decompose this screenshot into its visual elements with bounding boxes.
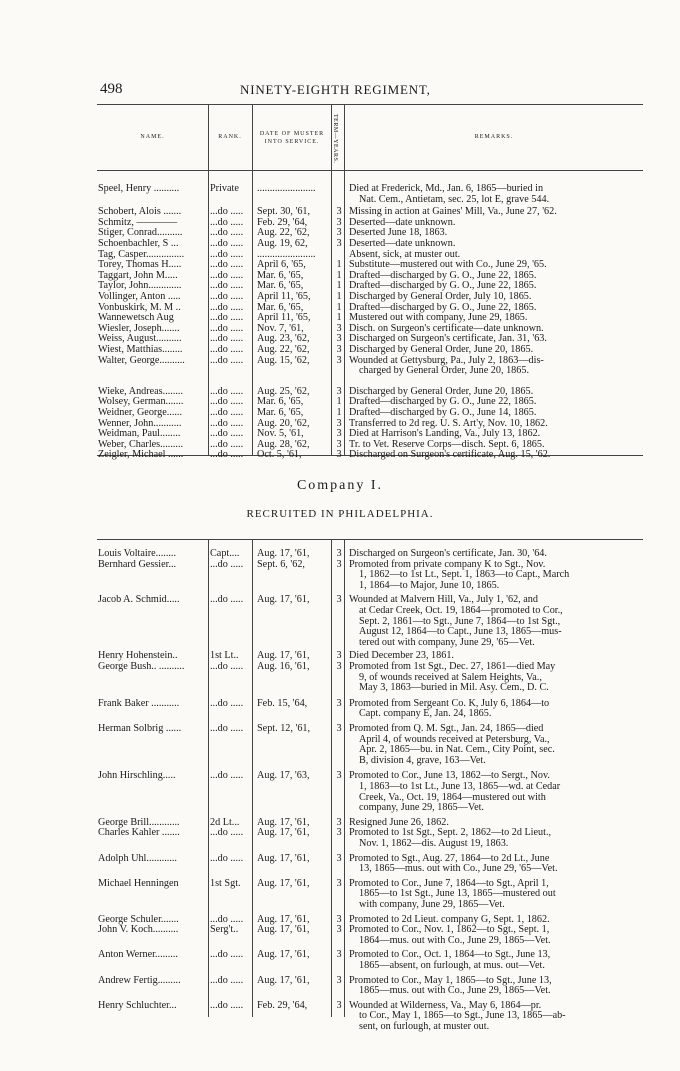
remarks-continuation: to Cor., May 1, 1865—to Sgt., June 13, 1865—ab- [359,1010,566,1022]
remarks-text [349,854,639,875]
soldier-rank: ...do ..... [210,408,244,418]
soldier-name: Torey, Thomas H..... [98,260,182,271]
remarks-text [349,925,639,946]
remarks-line: Discharged on Surgeon's certificate, Aug. 15, '62. [349,449,551,461]
muster-date: Mar. 6, '65, [257,301,304,313]
soldier-rank: ...do ..... [210,249,244,260]
soldier-rank: ...do ..... [210,975,244,986]
soldier-name: Herman Solbrig ...... [98,724,182,734]
remarks-line: Discharged on Surgeon's certificate, Jan. 30, '64. [349,548,547,559]
soldier-name: Weiss, August.......... [98,334,182,345]
muster-date: Nov. 5, '61, [257,428,304,440]
remarks-line: Wounded at Wilderness, Va., May 6, 1864—pr. [349,999,542,1011]
soldier-name: George Bush.. .......... [98,662,185,672]
soldier-name: George Brill............ [98,817,180,828]
remarks-continuation: at Cedar Creek, Oct. 19, 1864—promoted to Cor., [359,604,563,616]
remarks-line: Transferred to 2d reg. U. S. Art'y, Nov. 10, 1862. [349,417,548,429]
remarks-text [349,560,639,592]
remarks-text [349,292,639,303]
remarks-line: Promoted from 1st Sgt., Dec. 27, 1861—died May [349,661,556,672]
soldier-name: Stiger, Conrad.......... [98,228,183,239]
soldier-name: Henry Schluchter... [98,1000,177,1011]
soldier-name: Wiest, Matthias........ [98,345,183,355]
remarks-line: Discharged on Surgeon's certificate, Jan. 31, '63. [349,333,547,345]
soldier-name: Taggart, John M..... [98,270,178,281]
soldier-rank: 1st Lt.. [210,651,239,662]
remarks-continuation: tered out with company, June 29, '65—Vet. [359,636,535,648]
soldier-name: Zeigler, Michael ...... [98,450,184,461]
remarks-line: Substitute—mustered out with Co., June 29, '65. [349,259,547,271]
soldier-name: George Schuler....... [98,914,179,925]
soldier-rank: Capt.... [210,549,240,559]
remarks-continuation: Apr. 2, 1865—bu. in Nat. Cem., City Point, sec. [359,744,555,756]
muster-date: Aug. 17, '61, [257,877,310,889]
remarks-continuation: charged by General Order, June 20, 1865. [359,365,529,377]
remarks-text [349,450,639,461]
soldier-name: Taylor, John............. [98,281,182,292]
term-years: 3 [336,548,342,559]
soldier-rank: ...do ..... [210,239,244,249]
soldier-rank: ...do ..... [210,386,244,397]
remarks-continuation: with company, June 29, 1865—Vet. [359,898,505,910]
soldier-name: Schobert, Alois ....... [98,207,182,218]
muster-date: Aug. 17, '61, [257,974,310,986]
company-heading: Company I. [296,478,384,493]
soldier-rank: ...do ..... [210,323,244,334]
soldier-name: Schmitz, ———— [98,217,178,228]
term-years: 1 [336,280,342,292]
remarks-continuation: 9, of wounds received at Salem Heights, Va., [359,671,542,683]
remarks-line: Discharged by General Order, July 10, 1865. [349,291,532,302]
remarks-text [349,1001,639,1033]
remarks-line: Wounded at Gettysburg, Pa., July 2, 1863—dis- [349,354,544,366]
remarks-continuation: 13, 1865—mus. out with Co., June 29, '65—Vet. [359,863,558,875]
remarks-continuation: Nov. 1, 1862—dis. August 19, 1863. [359,837,509,849]
term-years: 3 [336,333,342,345]
term-years: 3 [336,924,342,936]
remarks-text [349,595,639,648]
soldier-name: Wenner, John........... [98,418,182,429]
soldier-name: Frank Baker ........... [98,698,180,709]
term-years: 3 [336,344,342,355]
muster-date: Aug. 17, '61, [257,548,310,559]
soldier-name: Wiesler, Joseph....... [98,323,180,334]
remarks-continuation: 1865—absent, on furlough, at mus. out—Vet. [359,959,545,971]
remarks-line: Deserted—date unknown. [349,216,456,228]
soldier-rank: ...do ..... [210,439,244,450]
remarks-continuation: 1, 1862—to 1st Lt., Sept. 1, 1863—to Capt., March [359,569,570,581]
remarks-continuation: May 3, 1863—buried in Mil. Asy. Cem., D. C. [359,682,549,694]
remarks-text [349,184,639,205]
muster-date: Mar. 6, '65, [257,269,304,281]
muster-date: April 11, '65, [257,291,311,302]
remarks-line: Drafted—discharged by G. O., June 14, 1865. [349,407,537,418]
term-years: 3 [336,827,342,839]
soldier-rank: ...do ..... [210,914,244,925]
term-years: 3 [336,206,342,218]
soldier-rank: ...do ..... [210,559,244,570]
muster-date: Sept. 6, '62, [257,558,305,570]
muster-date: Mar. 6, '65, [257,396,304,408]
remarks-line: Promoted from private company K to Sgt., Nov. [349,558,546,570]
soldier-name: Wolsey, German....... [98,397,184,408]
soldier-rank: ...do ..... [210,853,244,864]
muster-date: Aug. 17, '61, [257,827,310,839]
soldier-name: Speel, Henry .......... [98,184,180,194]
soldier-rank: ...do ..... [210,355,244,366]
remarks-continuation: 1865—mus. out with Co., June 29, 1865—Vet. [359,985,551,997]
term-years: 1 [336,312,342,324]
soldier-name: Henry Hohenstein.. [98,651,178,662]
remarks-line: Drafted—discharged by G. O., June 22, 1865. [349,269,537,281]
remarks-line: Promoted to Cor., June 7, 1864—to Sgt., April 1, [349,877,549,889]
remarks-text [349,408,639,419]
term-years: 3 [336,949,342,961]
soldier-rank: ...do ..... [210,292,244,302]
term-years: 1 [336,269,342,281]
soldier-name: Weber, Charles......... [98,439,184,450]
term-years: 3 [336,216,342,228]
column-header-name: NAME. [140,134,165,140]
soldier-name: Weidner, George...... [98,408,183,418]
remarks-line: Promoted to 2d Lieut. company G, Sept. 1, 1862. [349,913,550,925]
remarks-continuation: 1865—to 1st Sgt., June 13, 1865—mustered out [359,888,556,900]
remarks-line: Missing in action at Gaines' Mill, Va., June 27, '62. [349,206,557,218]
remarks-line: Promoted to Cor., Nov. 1, 1862—to Sgt., Sept. 1, [349,924,550,936]
soldier-rank: ...do ..... [210,950,244,961]
muster-date: Aug. 17, '61, [257,949,310,961]
term-years: 1 [336,396,342,408]
remarks-text [349,699,639,720]
term-years: 3 [336,650,342,662]
muster-date: Aug. 22, '62, [257,227,310,239]
soldier-name: John Hirschling..... [98,771,176,782]
soldier-name: Michael Henningen [98,878,179,889]
soldier-rank: ...do ..... [210,724,244,734]
muster-date: Aug. 20, '62, [257,417,310,429]
column-header-rank: RANK. [218,134,242,140]
remarks-text [349,662,639,694]
term-years: 3 [336,999,342,1011]
remarks-continuation: 1864—mus. out with Co., June 29, 1865—Vet. [359,934,551,946]
soldier-rank: ...do ..... [210,1000,244,1011]
remarks-line: Discharged by General Order, June 20, 1865. [349,385,534,397]
muster-date: Aug. 19, 62, [257,238,308,249]
muster-date: Nov. 7, '61, [257,322,304,334]
soldier-name: Andrew Fertig......... [98,975,181,986]
remarks-line: Died at Frederick, Md., Jan. 6, 1865—buried in [349,183,544,194]
muster-date: Feb. 29, '64, [257,216,308,228]
soldier-rank: ...do ..... [210,313,244,324]
remarks-line: Mustered out with company, June 29, 1865. [349,312,528,324]
column-header-term: TERM—YEARS. [332,114,338,164]
soldier-name: Bernhard Gessier... [98,559,177,570]
term-years: 1 [336,301,342,313]
soldier-rank: ...do ..... [210,698,244,709]
muster-date: Aug. 23, '62, [257,333,310,345]
term-years: 3 [336,354,342,366]
muster-date: April 6, '65, [257,259,306,271]
remarks-line: Drafted—discharged by G. O., June 22, 1865. [349,280,537,292]
remarks-continuation: 1, 1863—to 1st Lt., June 13, 1865—wd. at Cedar [359,780,561,792]
remarks-text [349,345,639,356]
remarks-line: Wounded at Malvern Hill, Va., July 1, '62, and [349,594,538,606]
remarks-line: Promoted to Sgt., Aug. 27, 1864—to 2d Lt., June [349,852,550,864]
company-subheading: RECRUITED IN PHILADELPHIA. [246,508,434,520]
muster-date: Feb. 29, '64, [257,999,308,1011]
remarks-line: Resigned June 26, 1862. [349,816,449,828]
remarks-continuation: Capt. company E, Jan. 24, 1865. [359,708,492,720]
muster-date: Aug. 25, '62, [257,385,310,397]
remarks-continuation: Creek, Va., Oct. 19, 1864—mustered out with [359,791,546,803]
remarks-line: Promoted from Q. M. Sgt., Jan. 24, 1865—died [349,723,544,734]
soldier-name: Vollinger, Anton ..... [98,292,181,302]
muster-date: Aug. 17, '61, [257,650,310,662]
remarks-text [349,724,639,766]
soldier-name: Adolph Uhl............ [98,853,177,864]
remarks-text [349,879,639,911]
remarks-text [349,356,639,377]
remarks-line: Drafted—discharged by G. O., June 22, 1865. [349,301,537,313]
remarks-line: Died at Harrison's Landing, Va., July 13, 1862. [349,428,541,440]
soldier-rank: ...do ..... [210,397,244,408]
muster-date: Aug. 28, '62, [257,438,310,450]
term-years: 1 [336,291,342,302]
remarks-text [349,549,639,560]
remarks-line: Drafted—discharged by G. O., June 22, 1865. [349,396,537,408]
soldier-rank: ...do ..... [210,334,244,345]
page-header [0,81,680,101]
remarks-line: Promoted to Cor., June 13, 1862—to Sergt., Nov. [349,770,550,782]
soldier-rank: ...do ..... [210,429,244,440]
soldier-rank: Private [210,184,239,194]
soldier-name: Anton Werner......... [98,950,178,961]
soldier-name: Tag, Casper............... [98,249,185,260]
term-years: 3 [336,238,342,249]
soldier-rank: ...do ..... [210,207,244,218]
term-years: 3 [336,417,342,429]
soldier-rank: 2d Lt... [210,817,240,828]
remarks-line: Promoted from Sergeant Co. K, July 6, 1864—to [349,697,550,709]
remarks-line: Promoted to Cor., Oct. 1, 1864—to Sgt., June 13, [349,949,551,961]
remarks-line: Tr. to Vet. Reserve Corps—disch. Sept. 6, 1865. [349,438,545,450]
soldier-name: Vonbuskirk, M. M .. [98,302,181,313]
term-years: 3 [336,558,342,570]
soldier-rank: ...do ..... [210,270,244,281]
muster-date: Aug. 16, '61, [257,661,310,672]
soldier-rank: ...do ..... [210,450,244,461]
remarks-continuation: Sept. 2, 1861—to Sgt., June 7, 1864—to 1st Sgt., [359,615,561,627]
muster-date: Mar. 6, '65, [257,280,304,292]
muster-date: Aug. 17, '61, [257,594,310,606]
soldier-rank: ...do ..... [210,281,244,292]
soldier-name: Louis Voltaire........ [98,549,177,559]
soldier-rank: ...do ..... [210,828,244,839]
remarks-continuation: 1, 1864—to Major, June 10, 1865. [359,579,500,591]
muster-date: Sept. 12, '61, [257,723,311,734]
muster-date: Oct. 5, '61, [257,449,302,461]
remarks-continuation: August 12, 1864—to Capt., June 13, 1865—mus- [359,626,562,638]
soldier-rank: ...do ..... [210,345,244,355]
page-title: NINETY-EIGHTH REGIMENT, [240,82,431,97]
soldier-name: Charles Kahler ....... [98,828,180,839]
term-years: 1 [336,259,342,271]
soldier-rank: 1st Sgt. [210,878,241,889]
soldier-rank: ...do ..... [210,302,244,313]
term-years: 3 [336,816,342,828]
term-years: 3 [336,852,342,864]
remarks-text [349,771,639,813]
remarks-line: Promoted to 1st Sgt., Sept. 2, 1862—to 2d Lieut., [349,827,552,839]
soldier-rank: ...do ..... [210,662,244,672]
remarks-text [349,976,639,997]
remarks-continuation: Nat. Cem., Antietam, sec. 25, lot E, grave 544. [359,193,550,205]
term-years: 3 [336,438,342,450]
soldier-rank: ...do ..... [210,771,244,782]
soldier-name: Walter, George.......... [98,355,185,366]
soldier-name: Wieke, Andreas........ [98,386,184,397]
term-years: 3 [336,322,342,334]
term-years: 3 [336,227,342,239]
remarks-continuation: company, June 29, 1865—Vet. [359,802,484,814]
term-years: 3 [336,697,342,709]
soldier-rank: ...do ..... [210,595,244,606]
remarks-continuation: April 4, of wounds received at Petersburg, Va., [359,733,550,745]
term-years: 3 [336,661,342,672]
remarks-continuation: sent, on furlough, at muster out. [359,1020,490,1032]
soldier-name: Weidman, Paul........ [98,429,181,440]
column-header-date: DATE OF MUSTER INTO SERVICE. [259,131,325,145]
muster-date: Sept. 30, '61, [257,206,311,218]
muster-date: Aug. 17, '61, [257,913,310,925]
remarks-text [349,239,639,250]
muster-date: Aug. 17, '61, [257,924,310,936]
remarks-line: Absent, sick, at muster out. [349,248,461,260]
term-years: 3 [336,385,342,397]
term-years: 3 [336,449,342,461]
muster-date: Aug. 17, '61, [257,816,310,828]
term-years: 1 [336,407,342,418]
soldier-rank: ...do ..... [210,260,244,271]
soldier-rank: Serg't.. [210,925,239,936]
muster-date: Aug. 22, '62, [257,344,310,355]
roster-table-upper [97,104,643,461]
remarks-continuation: B, division 4, grave, 163—Vet. [359,754,486,766]
remarks-line: Discharged by General Order, June 20, 1865. [349,344,534,355]
remarks-line: Disch. on Surgeon's certificate—date unknown. [349,322,544,334]
soldier-name: Jacob A. Schmid..... [98,595,180,606]
remarks-line: Promoted to Cor., May 1, 1865—to Sgt., June 13, [349,974,552,986]
term-years: 3 [336,770,342,782]
term-years: 3 [336,428,342,440]
soldier-name: Wannewetsch Aug [98,313,174,324]
soldier-name: John V. Koch.......... [98,925,179,936]
muster-date: Feb. 15, '64, [257,697,308,709]
remarks-line: Deserted—date unknown. [349,238,456,249]
term-years: 3 [336,913,342,925]
muster-date: Aug. 15, '62, [257,354,310,366]
soldier-rank: ...do ..... [210,217,244,228]
remarks-line: Died December 23, 1861. [349,650,454,662]
soldier-rank: ...do ..... [210,418,244,429]
muster-date: ....................... [257,183,316,194]
soldier-name: Schoenbachler, S ... [98,239,179,249]
page-number: 498 [100,81,123,97]
muster-date: April 11, '65, [257,312,311,324]
term-years: 3 [336,974,342,986]
roster-table-company-i [97,539,643,1032]
muster-date: ....................... [257,248,316,260]
term-years: 3 [336,877,342,889]
term-years: 3 [336,594,342,606]
muster-date: Aug. 17, '63, [257,770,310,782]
remarks-line: Deserted June 18, 1863. [349,227,448,239]
muster-date: Aug. 17, '61, [257,852,310,864]
muster-date: Mar. 6, '65, [257,407,304,418]
remarks-text [349,950,639,971]
column-header-remarks: REMARKS. [474,134,514,140]
term-years: 3 [336,723,342,734]
soldier-rank: ...do ..... [210,228,244,239]
remarks-text [349,828,639,849]
